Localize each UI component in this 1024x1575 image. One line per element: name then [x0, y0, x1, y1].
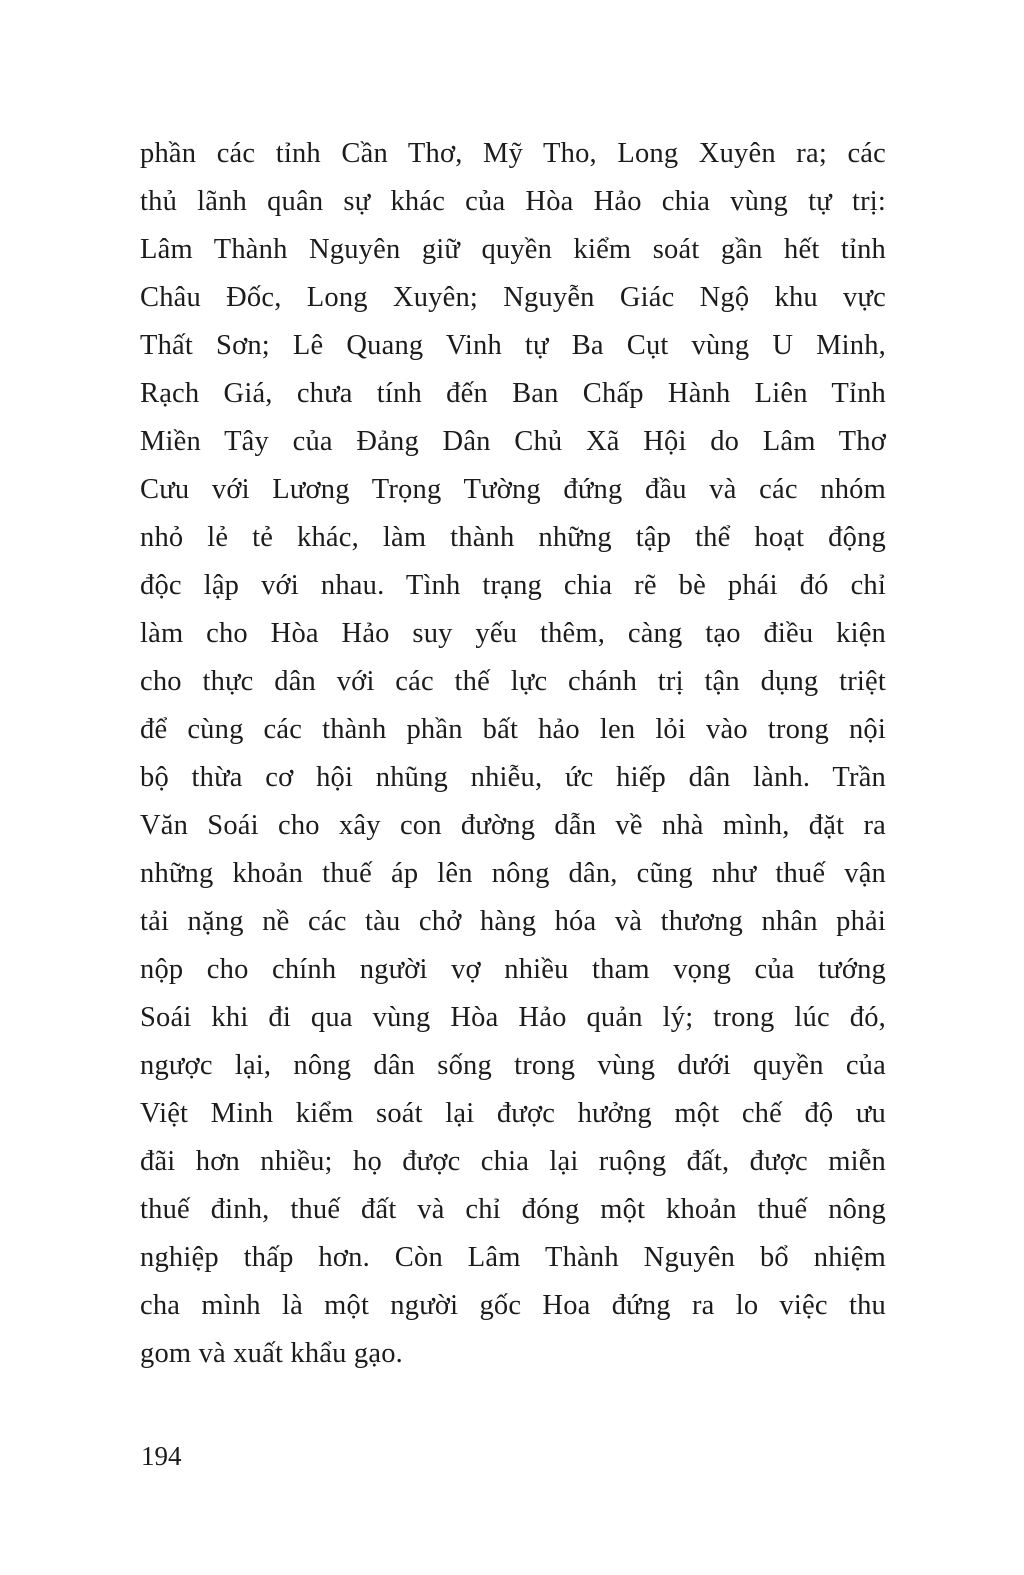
body-text [140, 130, 886, 1378]
text-line: nghiệp thấp hơn. Còn Lâm Thành Nguyên bổ nhiệm [140, 1242, 886, 1273]
text-line: Thất Sơn; Lê Quang Vinh tự Ba Cụt vùng U Minh, [140, 330, 886, 361]
text-line: nộp cho chính người vợ nhiều tham vọng của tướng [140, 954, 886, 985]
text-line: để cùng các thành phần bất hảo len lỏi vào trong nội [140, 714, 886, 745]
text-line: thủ lãnh quân sự khác của Hòa Hảo chia vùng tự trị: [140, 186, 886, 217]
text-line: bộ thừa cơ hội nhũng nhiễu, ức hiếp dân lành. Trần [140, 762, 886, 793]
text-line: thuế đinh, thuế đất và chỉ đóng một khoản thuế nông [140, 1194, 886, 1225]
text-line: làm cho Hòa Hảo suy yếu thêm, càng tạo điều kiện [140, 618, 886, 649]
text-line: những khoản thuế áp lên nông dân, cũng như thuế vận [140, 858, 886, 889]
text-line: Miền Tây của Đảng Dân Chủ Xã Hội do Lâm Thơ [140, 426, 886, 457]
text-line: Văn Soái cho xây con đường dẫn về nhà mình, đặt ra [140, 810, 886, 841]
text-line: phần các tỉnh Cần Thơ, Mỹ Tho, Long Xuyên ra; các [140, 138, 886, 169]
text-line: Lâm Thành Nguyên giữ quyền kiểm soát gần hết tỉnh [140, 234, 886, 265]
text-line: độc lập với nhau. Tình trạng chia rẽ bè phái đó chỉ [140, 570, 886, 601]
text-line: Rạch Giá, chưa tính đến Ban Chấp Hành Liên Tỉnh [140, 378, 886, 409]
text-line: Châu Đốc, Long Xuyên; Nguyễn Giác Ngộ khu vực [140, 282, 886, 313]
text-line: cha mình là một người gốc Hoa đứng ra lo việc thu [140, 1290, 886, 1321]
text-line: nhỏ lẻ tẻ khác, làm thành những tập thể hoạt động [140, 522, 886, 553]
text-line: gom và xuất khẩu gạo. [140, 1338, 404, 1369]
text-line: đãi hơn nhiều; họ được chia lại ruộng đất, được miễn [140, 1146, 886, 1177]
page-number: 194 [141, 1441, 182, 1471]
text-line: cho thực dân với các thế lực chánh trị tận dụng triệt [140, 666, 886, 697]
text-line: Soái khi đi qua vùng Hòa Hảo quản lý; trong lúc đó, [140, 1002, 886, 1033]
text-line: Việt Minh kiểm soát lại được hưởng một chế độ ưu [140, 1098, 886, 1129]
text-line: tải nặng nề các tàu chở hàng hóa và thương nhân phải [140, 906, 886, 937]
text-line: ngược lại, nông dân sống trong vùng dưới quyền của [140, 1050, 886, 1081]
text-line: Cưu với Lương Trọng Tường đứng đầu và các nhóm [140, 474, 886, 505]
